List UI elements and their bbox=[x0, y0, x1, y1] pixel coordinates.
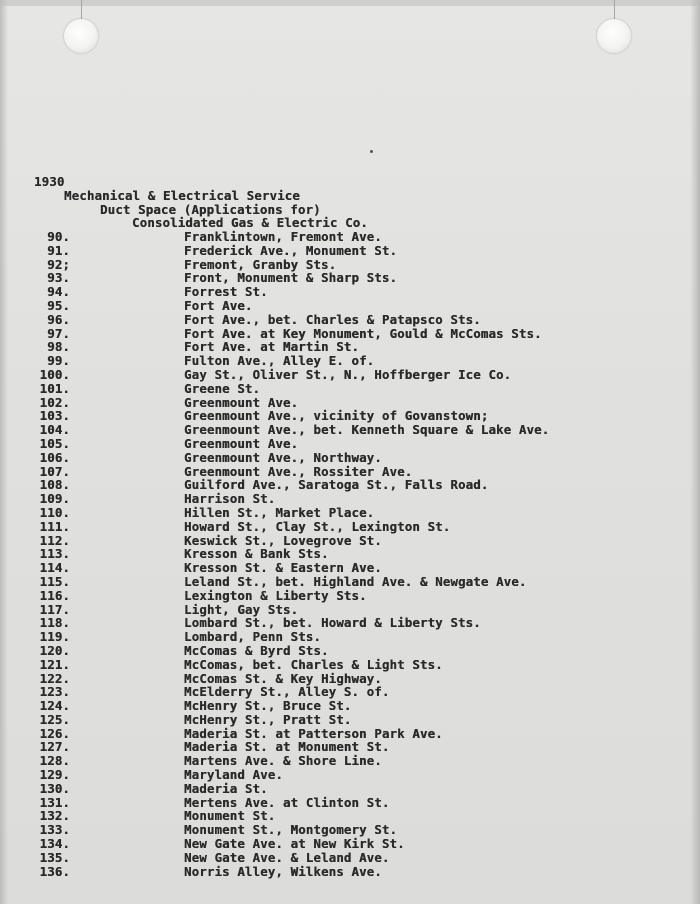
list-item bbox=[0, 823, 700, 837]
list-item bbox=[0, 603, 700, 617]
list-item bbox=[0, 809, 700, 823]
list-item bbox=[0, 616, 700, 630]
list-item bbox=[0, 727, 700, 741]
list-item bbox=[0, 313, 700, 327]
list-item bbox=[0, 713, 700, 727]
entry-location: Lombard St., bet. Howard & Liberty Sts. bbox=[184, 615, 481, 631]
entry-number: 118. bbox=[39, 615, 70, 631]
entry-location: McHenry St., Pratt St. bbox=[184, 711, 352, 727]
entry-number: 100. bbox=[39, 366, 70, 382]
list-item bbox=[0, 699, 700, 713]
entry-location: McComas & Byrd Sts. bbox=[184, 642, 329, 658]
list-item bbox=[0, 299, 700, 313]
list-item bbox=[0, 409, 700, 423]
entry-location: Maryland Ave. bbox=[184, 767, 283, 783]
entry-number: 103. bbox=[39, 408, 70, 424]
entry-location: Hillen St., Market Place. bbox=[184, 504, 375, 520]
entry-location: Gay St., Oliver St., N., Hoffberger Ice Co. bbox=[184, 366, 512, 382]
list-item bbox=[0, 630, 700, 644]
entry-number: 114. bbox=[39, 560, 70, 576]
page-top-edge bbox=[0, 0, 700, 6]
entry-number: 107. bbox=[39, 463, 70, 479]
entry-location: Greene St. bbox=[184, 380, 261, 396]
list-item bbox=[0, 851, 700, 865]
entry-number: 128. bbox=[39, 753, 70, 769]
entry-location: Kresson & Bank Sts. bbox=[184, 546, 329, 562]
entry-location: Harrison St. bbox=[184, 491, 276, 507]
entry-location: Maderia St. at Monument St. bbox=[184, 739, 390, 755]
entry-location: Maderia St. at Patterson Park Ave. bbox=[184, 725, 443, 741]
entry-number: 134. bbox=[39, 836, 70, 852]
entry-number: 102. bbox=[39, 394, 70, 410]
entry-number: 133. bbox=[39, 822, 70, 838]
entry-number: 112. bbox=[39, 532, 70, 548]
entry-number: 93. bbox=[47, 270, 70, 286]
list-item bbox=[0, 451, 700, 465]
list-item bbox=[0, 782, 700, 796]
entry-location: Monument St. bbox=[184, 808, 276, 824]
subcategory-heading: Duct Space (Applications for) bbox=[100, 202, 321, 217]
entry-number: 132. bbox=[39, 808, 70, 824]
entry-number: 108. bbox=[39, 477, 70, 493]
list-item bbox=[0, 244, 700, 258]
paper-fiber bbox=[614, 0, 615, 20]
list-item bbox=[0, 340, 700, 354]
entry-number: 131. bbox=[39, 794, 70, 810]
list-item bbox=[0, 382, 700, 396]
entry-location: Greenmount Ave., Rossiter Ave. bbox=[184, 463, 413, 479]
entry-number: 90. bbox=[47, 229, 70, 244]
list-item bbox=[0, 644, 700, 658]
entry-number: 104. bbox=[39, 422, 70, 438]
list-item bbox=[0, 478, 700, 492]
entry-number: 127. bbox=[39, 739, 70, 755]
entry-location: Monument St., Montgomery St. bbox=[184, 822, 398, 838]
entry-number: 120. bbox=[39, 642, 70, 658]
entry-location: Fort Ave. at Martin St. bbox=[184, 339, 360, 355]
category-heading: Mechanical & Electrical Service bbox=[64, 188, 300, 203]
entry-location: Fort Ave., bet. Charles & Patapsco Sts. bbox=[184, 311, 481, 327]
list-item bbox=[0, 520, 700, 534]
entry-location: Light, Gay Sts. bbox=[184, 601, 299, 617]
entry-location: McComas St. & Key Highway. bbox=[184, 670, 382, 686]
punch-hole-right bbox=[597, 19, 631, 53]
entry-number: 110. bbox=[39, 504, 70, 520]
entry-number: 124. bbox=[39, 698, 70, 714]
entry-number: 101. bbox=[39, 380, 70, 396]
punch-hole-left bbox=[64, 19, 98, 53]
entry-location: McElderry St., Alley S. of. bbox=[184, 684, 390, 700]
entry-number: 98. bbox=[47, 339, 70, 355]
entry-location: Howard St., Clay St., Lexington St. bbox=[184, 518, 451, 534]
entry-location: Kresson St. & Eastern Ave. bbox=[184, 560, 382, 576]
entry-location: Martens Ave. & Shore Line. bbox=[184, 753, 382, 769]
entry-location: Front, Monument & Sharp Sts. bbox=[184, 270, 398, 286]
list-item bbox=[0, 437, 700, 451]
entry-location: Greenmount Ave., vicinity of Govanstown; bbox=[184, 408, 489, 424]
list-item bbox=[0, 285, 700, 299]
entry-number: 91. bbox=[47, 242, 70, 258]
entry-number: 122. bbox=[39, 670, 70, 686]
entry-number: 136. bbox=[39, 863, 70, 879]
entry-location: New Gate Ave. & Leland Ave. bbox=[184, 849, 390, 865]
entry-number: 94. bbox=[47, 284, 70, 300]
list-item bbox=[0, 423, 700, 437]
list-item bbox=[0, 740, 700, 754]
entry-location: Frederick Ave., Monument St. bbox=[184, 242, 398, 258]
list-item bbox=[0, 230, 700, 244]
entry-location: Norris Alley, Wilkens Ave. bbox=[184, 863, 382, 879]
entry-number: 115. bbox=[39, 573, 70, 589]
entry-number: 99. bbox=[47, 353, 70, 369]
entry-number: 130. bbox=[39, 780, 70, 796]
entry-location: Franklintown, Fremont Ave. bbox=[184, 229, 382, 244]
entry-number: 111. bbox=[39, 518, 70, 534]
entry-number: 121. bbox=[39, 656, 70, 672]
company-heading: Consolidated Gas & Electric Co. bbox=[132, 215, 368, 230]
list-item bbox=[0, 368, 700, 382]
list-item bbox=[0, 589, 700, 603]
list-item bbox=[0, 658, 700, 672]
entry-number: 96. bbox=[47, 311, 70, 327]
entry-number: 123. bbox=[39, 684, 70, 700]
entry-location: Fort Ave. at Key Monument, Gould & McComas Sts. bbox=[184, 325, 542, 341]
list-item bbox=[0, 837, 700, 851]
list-item bbox=[0, 327, 700, 341]
list-item bbox=[0, 465, 700, 479]
entry-location: Keswick St., Lovegrove St. bbox=[184, 532, 382, 548]
list-item bbox=[0, 271, 700, 285]
list-item bbox=[0, 561, 700, 575]
entry-location: Fremont, Granby Sts. bbox=[184, 256, 337, 272]
entry-location: Greenmount Ave. bbox=[184, 394, 299, 410]
entry-location: Greenmount Ave., Northway. bbox=[184, 449, 382, 465]
list-item bbox=[0, 865, 700, 879]
entry-number: 135. bbox=[39, 849, 70, 865]
entry-location: Lombard, Penn Sts. bbox=[184, 629, 321, 645]
entry-location: McComas, bet. Charles & Light Sts. bbox=[184, 656, 443, 672]
entry-number: 105. bbox=[39, 435, 70, 451]
list-item bbox=[0, 354, 700, 368]
entry-number: 116. bbox=[39, 587, 70, 603]
list-item bbox=[0, 396, 700, 410]
entry-location: Greenmount Ave., bet. Kenneth Square & Lake Ave. bbox=[184, 422, 550, 438]
entry-number: 109. bbox=[39, 491, 70, 507]
entry-number: 92; bbox=[47, 256, 70, 272]
entry-location: McHenry St., Bruce St. bbox=[184, 698, 352, 714]
list-item bbox=[0, 796, 700, 810]
entry-location: Mertens Ave. at Clinton St. bbox=[184, 794, 390, 810]
entry-location: Leland St., bet. Highland Ave. & Newgate Ave. bbox=[184, 573, 527, 589]
paper-fiber bbox=[81, 0, 82, 20]
list-item bbox=[0, 685, 700, 699]
list-item bbox=[0, 492, 700, 506]
list-item bbox=[0, 506, 700, 520]
entry-number: 97. bbox=[47, 325, 70, 341]
ink-speck bbox=[370, 150, 373, 153]
entry-location: Forrest St. bbox=[184, 284, 268, 300]
entry-location: Guilford Ave., Saratoga St., Falls Road. bbox=[184, 477, 489, 493]
list-item bbox=[0, 534, 700, 548]
entry-number: 125. bbox=[39, 711, 70, 727]
entry-number: 113. bbox=[39, 546, 70, 562]
entry-list bbox=[0, 230, 700, 878]
year-heading: 1930 bbox=[34, 174, 65, 189]
entry-number: 117. bbox=[39, 601, 70, 617]
entry-location: Greenmount Ave. bbox=[184, 435, 299, 451]
entry-location: Lexington & Liberty Sts. bbox=[184, 587, 367, 603]
list-item bbox=[0, 547, 700, 561]
entry-location: Fort Ave. bbox=[184, 297, 253, 313]
entry-location: Maderia St. bbox=[184, 780, 268, 796]
entry-location: Fulton Ave., Alley E. of. bbox=[184, 353, 375, 369]
list-item bbox=[0, 258, 700, 272]
list-item bbox=[0, 672, 700, 686]
entry-number: 119. bbox=[39, 629, 70, 645]
entry-number: 129. bbox=[39, 767, 70, 783]
entry-number: 95. bbox=[47, 297, 70, 313]
list-item bbox=[0, 768, 700, 782]
entry-number: 106. bbox=[39, 449, 70, 465]
entry-number: 126. bbox=[39, 725, 70, 741]
list-item bbox=[0, 575, 700, 589]
entry-location: New Gate Ave. at New Kirk St. bbox=[184, 836, 405, 852]
list-item bbox=[0, 754, 700, 768]
